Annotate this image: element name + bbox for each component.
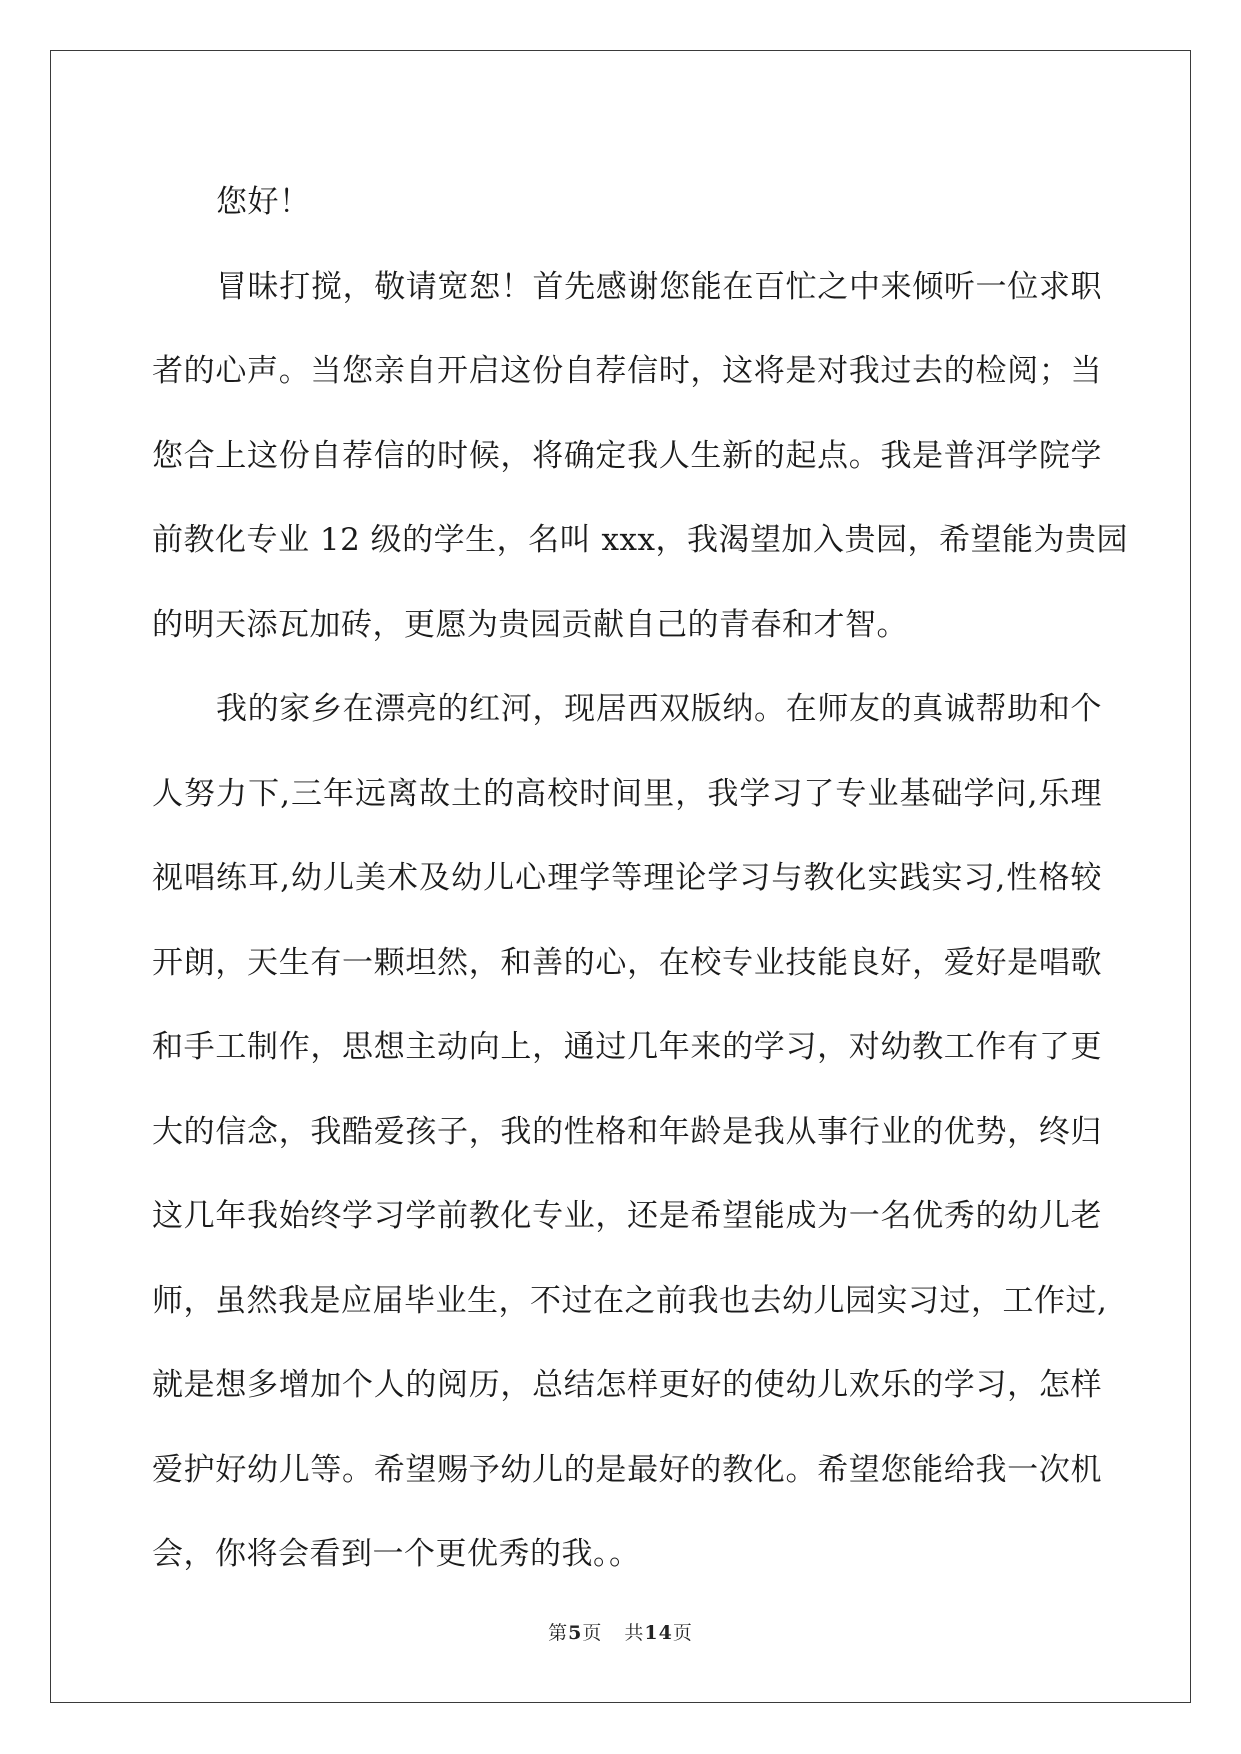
greeting: 您好！ <box>216 184 311 220</box>
paragraph-line: 这几年我始终学习学前教化专业，还是希望能成为一名优秀的幼儿老 <box>152 1198 1102 1234</box>
paragraph-line: 开朗，天生有一颗坦然，和善的心，在校专业技能良好，爱好是唱歌 <box>152 944 1102 981</box>
page-footer <box>0 1618 1241 1645</box>
paragraph-line: 我的家乡在漂亮的红河，现居西双版纳。在师友的真诚帮助和个 <box>216 691 1102 727</box>
paragraph-line: 会，你将会看到一个更优秀的我。。 <box>152 1536 641 1572</box>
paragraph-line: 前教化专业 12 级的学生，名叫 xxx，我渴望加入贵园，希望能为贵园 <box>152 522 1128 558</box>
paragraph-line: 冒昧打搅，敬请宽恕！首先感谢您能在百忙之中来倾听一位求职 <box>216 268 1102 305</box>
letter-body <box>152 160 1128 1597</box>
page-prefix: 第 <box>548 1622 569 1644</box>
paragraph-line: 视唱练耳,幼儿美术及幼儿心理学等理论学习与教化实践实习,性格较 <box>152 860 1102 896</box>
paragraph-line: 师，虽然我是应届毕业生，不过在之前我也去幼儿园实习过，工作过, <box>152 1282 1108 1319</box>
paragraph-line: 和手工制作，思想主动向上，通过几年来的学习，对幼教工作有了更 <box>152 1029 1102 1065</box>
page-suffix: 页 <box>582 1622 603 1644</box>
paragraph-line: 爱护好幼儿等。希望赐予幼儿的是最好的教化。希望您能给我一次机 <box>152 1451 1102 1488</box>
paragraph-1 <box>152 245 1128 668</box>
total-prefix: 共 <box>624 1622 645 1644</box>
paragraph-line: 者的心声。当您亲自开启这份自荐信时，这将是对我过去的检阅；当 <box>152 353 1102 389</box>
paragraph-2 <box>152 667 1108 1597</box>
paragraph-line: 您合上这份自荐信的时候，将确定我人生新的起点。我是普洱学院学 <box>152 437 1102 474</box>
total-suffix: 页 <box>672 1622 693 1644</box>
paragraph-line: 人努力下,三年远离故土的高校时间里，我学习了专业基础学问,乐理 <box>152 775 1102 812</box>
page-number: 5 <box>568 1622 583 1644</box>
total-pages: 14 <box>644 1622 673 1644</box>
paragraph-line: 就是想多增加个人的阅历，总结怎样更好的使幼儿欢乐的学习，怎样 <box>152 1367 1102 1403</box>
paragraph-line: 的明天添瓦加砖，更愿为贵园贡献自己的青春和才智。 <box>152 606 908 643</box>
paragraph-line: 大的信念，我酷爱孩子，我的性格和年龄是我从事行业的优势，终归 <box>152 1113 1102 1150</box>
